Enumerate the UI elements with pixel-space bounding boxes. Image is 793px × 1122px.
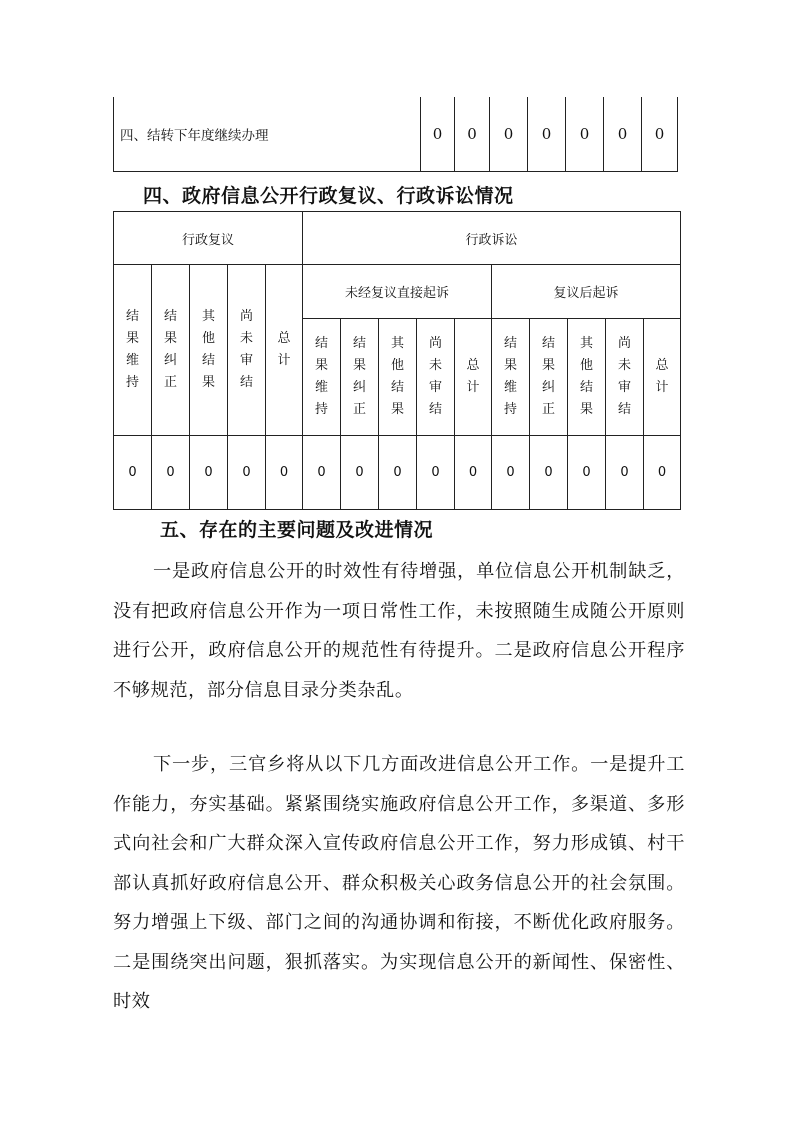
- table-cell: 0: [644, 436, 681, 510]
- col-header: 尚未审结: [606, 319, 644, 436]
- col-header: 结果维持: [114, 265, 152, 436]
- table-cell: 0: [190, 436, 228, 510]
- table-cell: 0: [492, 436, 530, 510]
- col-header: 尚未审结: [228, 265, 266, 436]
- table-cell: 0: [341, 436, 379, 510]
- col-header: 其他结果: [190, 265, 228, 436]
- carryover-value: 0: [604, 97, 642, 172]
- col-header: 结果维持: [303, 319, 341, 436]
- carryover-value: 0: [566, 97, 604, 172]
- review-litigation-table: [113, 211, 681, 510]
- direct-suit-header: 未经复议直接起诉: [303, 265, 492, 319]
- paragraph-problems: 一是政府信息公开的时效性有待增强，单位信息公开机制缺乏，没有把政府信息公开作为一项日常性工作，未按照随生成随公开原则进行公开，政府信息公开的规范性有待提升。二是政府信息公开程序不够规范，部分信息目录分类杂乱。: [113, 561, 685, 701]
- col-header: 尚未审结: [417, 319, 455, 436]
- carryover-value: 0: [455, 97, 490, 172]
- table-cell: 0: [530, 436, 568, 510]
- table-cell: 0: [114, 436, 152, 510]
- admin-litigation-header: 行政诉讼: [303, 212, 681, 265]
- col-header: 总计: [644, 319, 681, 436]
- carryover-value: 0: [421, 97, 455, 172]
- col-header: 结果纠正: [530, 319, 568, 436]
- table-cell: 0: [228, 436, 266, 510]
- carryover-table: [113, 97, 678, 172]
- carryover-value: 0: [642, 97, 678, 172]
- table-cell: 0: [303, 436, 341, 510]
- section5-title: 五、存在的主要问题及改进情况: [160, 519, 434, 541]
- col-header: 其他结果: [568, 319, 606, 436]
- col-header: 结果纠正: [341, 319, 379, 436]
- table-cell: 0: [152, 436, 190, 510]
- table-cell: 0: [417, 436, 455, 510]
- table-cell: 0: [266, 436, 303, 510]
- carryover-value: 0: [490, 97, 528, 172]
- table-row: [114, 212, 681, 265]
- col-header: 其他结果: [379, 319, 417, 436]
- section4-title: 四、政府信息公开行政复议、行政诉讼情况: [143, 185, 514, 207]
- carryover-value: 0: [528, 97, 566, 172]
- after-review-suit-header: 复议后起诉: [492, 265, 681, 319]
- col-header: 总计: [266, 265, 303, 436]
- table-row: [114, 436, 681, 510]
- col-header: 结果维持: [492, 319, 530, 436]
- admin-review-header: 行政复议: [114, 212, 303, 265]
- table-cell: 0: [455, 436, 492, 510]
- table-row: [114, 97, 678, 172]
- table-row: [114, 265, 681, 319]
- table-cell: 0: [379, 436, 417, 510]
- carryover-label: 四、结转下年度继续办理: [114, 97, 421, 172]
- col-header: 总计: [455, 319, 492, 436]
- table-cell: 0: [568, 436, 606, 510]
- paragraph-improvements: 下一步，三官乡将从以下几方面改进信息公开工作。一是提升工作能力，夯实基础。紧紧围绕实施政府信息公开工作，多渠道、多形式向社会和广大群众深入宣传政府信息公开工作，努力形成镇、村干部认真抓好政府信息公开、群众积极关心政务信息公开的社会氛围。努力增强上下级、部门之间的沟通协调和衔接，不断优化政府服务。二是围绕突出问题，狠抓落实。为实现信息公开的新闻性、保密性、时效: [113, 754, 685, 1012]
- table-cell: 0: [606, 436, 644, 510]
- col-header: 结果纠正: [152, 265, 190, 436]
